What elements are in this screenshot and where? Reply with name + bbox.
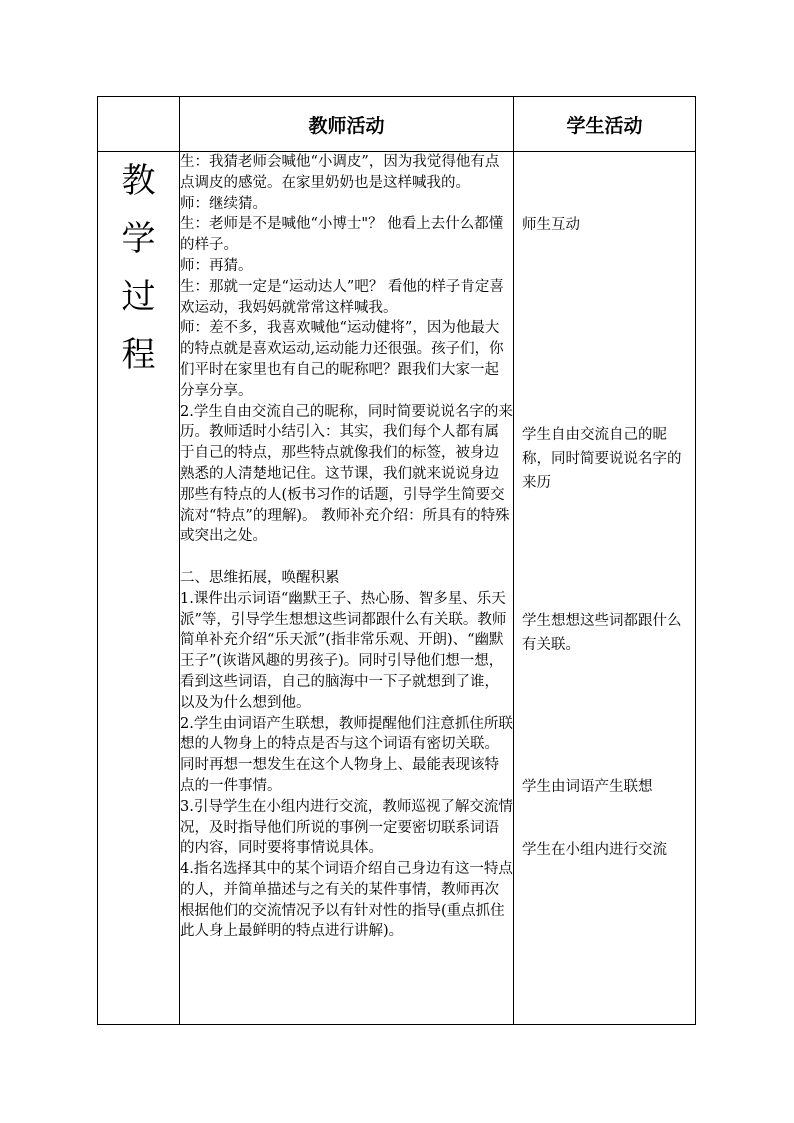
teacher-paragraph: 1.课件出示词语“幽默王子、热心肠、智多星、乐天派”等，引导学生想想这些词都跟什么有关联。教师简单补充介绍“乐天派”(指非常乐观、开朗)、“幽默王子”(诙谐风趣的男孩子)。同时引导他们想一想，看到这些词语，自己的脑海中一下子就想到了谁，以及为什么想到他。 [180,590,507,711]
teacher-paragraph: 4.指名选择其中的某个词语介绍自己身边有这一特点的人，并简单描述与之有关的某件事情，教师再次根据他们的交流情况予以有针对性的指导(重点抓住此人身上最鲜明的特点进行讲解)。 [180,861,513,940]
side-label-cell [98,152,180,1025]
lesson-plan-table [97,96,696,1025]
student-activity-header: 学生活动 [514,97,696,152]
process-row [98,152,696,1025]
teacher-paragraph: 2.学生由词语产生联想，教师提醒他们注意抓住所联想的人物身上的特点是否与这个词语有密切关联。同时再想一想发生在这个人物身上、最能表现该特点的一件事情。 [180,715,513,794]
side-label-char: 学 [121,219,156,259]
student-activity-cell [514,152,696,1025]
student-note: 学生在小组内进行交流 [522,842,667,858]
teacher-paragraph: 3.引导学生在小组内进行交流，教师巡视了解交流情况，及时指导他们所说的事例一定要密切联系词语的内容，同时要将事情说具体。 [180,798,513,857]
teacher-activity-header: 教师活动 [180,97,514,152]
side-label-char: 过 [121,277,156,317]
header-blank-cell [98,97,180,152]
student-note: 师生互动 [522,217,580,233]
teacher-paragraph: 2.学生自由交流自己的昵称，同时简要说说名字的来历。教师适时小结引入：其实，我们每个人都有属于自己的特点，那些特点就像我们的标签，被身边熟悉的人清楚地记住。这节课，我们就来说说身边那些有特点的人(板书习作的话题，引导学生简要交流对“特点”的理解)。 教师补充介绍：所具有的特殊或突出之处。 [180,403,513,545]
student-note: 学生由词语产生联想 [522,779,653,795]
teacher-paragraph: 生：我猜老师会喊他“小调皮”，因为我觉得他有点点调皮的感觉。在家里奶奶也是这样喊我的。 [180,154,500,191]
teacher-paragraph: 生：那就一定是“运动达人”吧？ 看他的样子肯定喜欢运动，我妈妈就常常这样喊我。 [180,278,504,316]
side-label-char: 教 [121,161,156,201]
student-note: 学生自由交流自己的昵称，同时简要说说名字的来历 [522,427,682,491]
teacher-paragraph: 师：继续猜。 [180,195,267,212]
header-row [98,97,696,152]
teacher-paragraph: 师：差不多，我喜欢喊他“运动健将”，因为他最大的特点就是喜欢运动,运动能力还很强。孩子们，你们平时在家里也有自己的昵称吧？跟我们大家一起分享分享。 [180,320,504,399]
teacher-activity-cell [180,152,514,1025]
teaching-process-label [98,152,179,384]
teacher-paragraph: 生：老师是不是喊他“小博士"？ 他看上去什么都懂的样子。 [180,216,504,254]
student-note: 学生想想这些词都跟什么有关联。 [522,613,682,653]
side-label-char: 程 [121,335,156,375]
section-heading: 二、思维拓展，唤醒积累 [180,569,340,586]
teacher-paragraph: 师：再猜。 [180,257,253,274]
paragraph-spacer [180,547,513,568]
